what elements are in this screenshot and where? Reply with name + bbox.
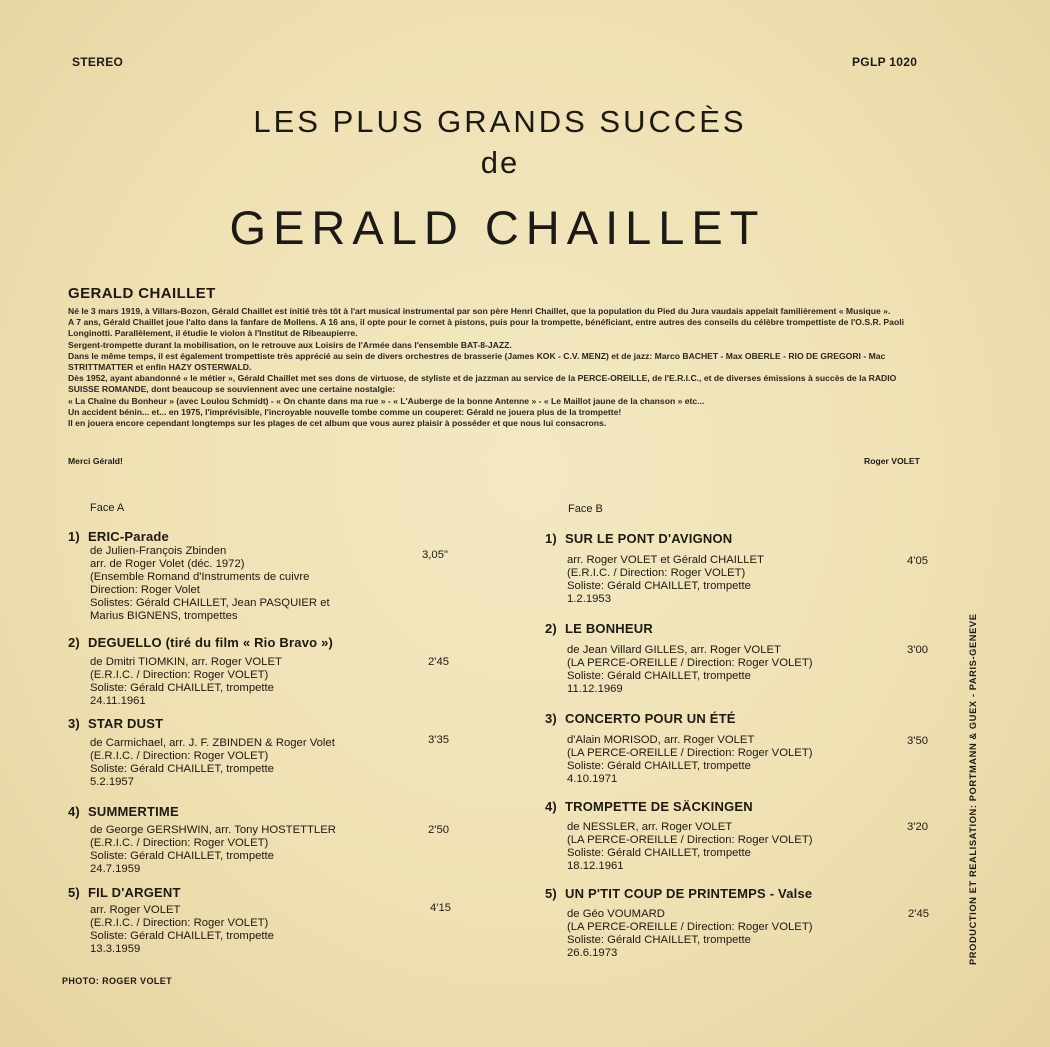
track-a2 [68, 635, 458, 708]
track-detail: 26.6.1973 [567, 946, 618, 959]
track-b2 [545, 621, 935, 696]
track-duration: 2'50 [428, 824, 450, 836]
track-b3 [545, 711, 935, 786]
track-number: 5) [68, 885, 80, 900]
track-number: 1) [68, 529, 80, 544]
track-b4 [545, 799, 935, 873]
track-number: 2) [545, 621, 557, 636]
track-title: LE BONHEUR [565, 621, 653, 636]
track-detail: Soliste: Gérald CHAILLET, trompette [567, 933, 751, 946]
track-title: SUR LE PONT D'AVIGNON [565, 531, 733, 546]
bio-paragraph: Sergent-trompette durant la mobilisation, on le retrouve aux Loisirs de l'Armée dans l'ensemble BAT-8-JAZZ. [68, 339, 512, 350]
track-detail: 5.2.1957 [90, 775, 134, 788]
track-duration: 2'45 [428, 656, 450, 668]
track-number: 4) [545, 799, 557, 814]
face-a-label: Face A [90, 502, 125, 514]
track-detail: de Dmitri TIOMKIN, arr. Roger VOLET [90, 656, 282, 668]
track-detail: de Géo VOUMARD [567, 908, 665, 920]
bio-thanks: Merci Gérald! [68, 456, 123, 466]
track-detail: (LA PERCE-OREILLE / Direction: Roger VOLET) [567, 920, 813, 933]
track-detail: 1.2.1953 [567, 592, 611, 605]
track-detail: (E.R.I.C. / Direction: Roger VOLET) [90, 749, 269, 762]
album-title: LES PLUS GRANDS SUCCÈS [253, 104, 747, 139]
track-detail: de George GERSHWIN, arr. Tony HOSTETTLER [90, 824, 336, 836]
track-detail: arr. Roger VOLET [90, 904, 181, 916]
track-number: 3) [68, 716, 80, 731]
track-detail: Soliste: Gérald CHAILLET, trompette [90, 849, 274, 862]
track-duration: 3,05" [422, 549, 448, 561]
track-detail: Soliste: Gérald CHAILLET, trompette [567, 579, 751, 592]
track-duration: 3'00 [907, 644, 929, 656]
bio-author: Roger VOLET [864, 456, 920, 466]
catalog-number: PGLP 1020 [852, 55, 918, 69]
track-number: 1) [545, 531, 557, 546]
track-detail: Soliste: Gérald CHAILLET, trompette [567, 846, 751, 859]
track-title: STAR DUST [88, 716, 164, 731]
track-detail: de Julien-François Zbinden [90, 545, 227, 557]
track-number: 5) [545, 886, 557, 901]
track-detail: Soliste: Gérald CHAILLET, trompette [90, 929, 274, 942]
track-duration: 3'20 [907, 821, 929, 833]
bio-heading: GERALD CHAILLET [68, 285, 216, 302]
track-title: TROMPETTE DE SÄCKINGEN [565, 799, 753, 814]
artist-name: GERALD CHAILLET [229, 201, 766, 254]
track-detail: (E.R.I.C. / Direction: Roger VOLET) [90, 668, 269, 681]
photo-credit: PHOTO: ROGER VOLET [62, 976, 173, 986]
track-a1 [68, 529, 458, 622]
track-detail: d'Alain MORISOD, arr. Roger VOLET [567, 734, 755, 746]
track-detail: Solistes: Gérald CHAILLET, Jean PASQUIER et [90, 596, 330, 609]
bio-paragraph: Un accident bénin... et... en 1975, l'imprévisible, l'incroyable nouvelle tombe comme un couperet: Gérald ne jouera plus de la trompette! [68, 406, 622, 417]
track-a5 [68, 885, 458, 956]
track-detail: 18.12.1961 [567, 859, 624, 872]
bio-paragraph: A 7 ans, Gérald Chaillet joue l'alto dans la fanfare de Mollens. A 16 ans, il opte pour le cornet à pistons, puis pour la trompette, bénéficiant, entre autres des conseils du célèbre trompettiste de l'O.S.R. Paoli Longinotti. Parallèlement, il étudie le violon à l'Institut de Ribeaupierre. [68, 317, 904, 339]
track-number: 3) [545, 711, 557, 726]
track-detail: (E.R.I.C. / Direction: Roger VOLET) [90, 916, 269, 929]
track-detail: Soliste: Gérald CHAILLET, trompette [567, 759, 751, 772]
track-detail: 13.3.1959 [90, 942, 141, 955]
bio-text [68, 306, 930, 429]
track-detail: de Carmichael, arr. J. F. ZBINDEN & Roger Volet [90, 737, 335, 749]
track-detail: 11.12.1969 [567, 682, 623, 695]
album-title-de: de [480, 145, 520, 180]
track-detail: (LA PERCE-OREILLE / Direction: Roger VOLET) [567, 656, 813, 669]
track-b1 [545, 531, 935, 606]
track-a4 [68, 804, 458, 876]
track-title: CONCERTO POUR UN ÉTÉ [565, 711, 736, 726]
track-detail: 24.11.1961 [90, 694, 146, 707]
track-number: 2) [68, 635, 80, 650]
production-credit: PRODUCTION ET REALISATION: PORTMANN & GUEX - PARIS-GENEVE [968, 613, 978, 965]
track-detail: 4.10.1971 [567, 772, 618, 785]
track-title: FIL D'ARGENT [88, 885, 181, 900]
track-detail: Marius BIGNENS, trompettes [90, 609, 238, 622]
track-detail: Soliste: Gérald CHAILLET, trompette [90, 681, 274, 694]
track-a3 [68, 716, 458, 789]
track-number: 4) [68, 804, 80, 819]
track-duration: 3'35 [428, 734, 450, 746]
track-detail: Direction: Roger Volet [90, 583, 200, 596]
stereo-label: STEREO [72, 55, 124, 69]
bio-paragraph: Dans le même temps, il est également trompettiste très apprécié au sein de divers orchestres de brasserie (James KOK - C.V. MENZ) et de jazz: Marco BACHET - Max OBERLE - RIO DE GREGORI - Mac STRITTMATTER et enfin HAZY OSTERWALD. [68, 350, 886, 373]
track-title: UN P'TIT COUP DE PRINTEMPS - Valse [565, 886, 813, 901]
track-detail: 24.7.1959 [90, 862, 141, 875]
track-detail: (E.R.I.C. / Direction: Roger VOLET) [567, 566, 746, 579]
bio-paragraph: Il en jouera encore cependant longtemps sur les plages de cet album que vous aurez plaisir à posséder et que nous lui consacrons. [68, 418, 607, 429]
track-detail: arr. de Roger Volet (déc. 1972) [90, 557, 245, 570]
bio-paragraph: Né le 3 mars 1919, à Villars-Bozon, Gérald Chaillet est initié très tôt à l'art musical instrumental par son père Henri Chaillet, que la population du Pied du Jura vaudais appelait familièrement « Musique ». [68, 306, 891, 316]
face-b-label: Face B [568, 503, 603, 515]
track-detail: (Ensemble Romand d'Instruments de cuivre [90, 570, 310, 583]
track-detail: de NESSLER, arr. Roger VOLET [567, 821, 733, 833]
track-detail: Soliste: Gérald CHAILLET, trompette [90, 762, 274, 775]
bio-paragraph: « La Chaîne du Bonheur » (avec Loulou Schmidt) - « On chante dans ma rue » - « L'Auberge de la bonne Antenne » - « Le Maillot jaune de la chanson » etc... [68, 395, 705, 406]
track-detail: (LA PERCE-OREILLE / Direction: Roger VOLET) [567, 833, 813, 846]
track-duration: 2'45 [908, 908, 930, 920]
track-duration: 4'15 [430, 902, 452, 914]
track-title: SUMMERTIME [88, 804, 179, 819]
track-b5 [545, 886, 935, 960]
track-detail: arr. Roger VOLET et Gérald CHAILLET [567, 554, 764, 566]
bio-paragraph: Dès 1952, ayant abandonné « le métier », Gérald Chaillet met ses dons de virtuose, de styliste et de jazzman au service de la PERCE-OREILLE, de l'E.R.I.C., et de diverses émissions à succès de la RADIO SUISSE ROMANDE, dont beaucoup se souviennent avec une certaine nostalgie: [68, 373, 897, 395]
track-title: ERIC-Parade [88, 529, 169, 544]
track-duration: 3'50 [907, 735, 929, 747]
track-title: DEGUELLO (tiré du film « Rio Bravo ») [88, 635, 334, 650]
track-duration: 4'05 [907, 555, 929, 567]
track-detail: (LA PERCE-OREILLE / Direction: Roger VOLET) [567, 746, 813, 759]
track-detail: (E.R.I.C. / Direction: Roger VOLET) [90, 836, 269, 849]
track-detail: Soliste: Gérald CHAILLET, trompette [567, 669, 751, 682]
track-detail: de Jean Villard GILLES, arr. Roger VOLET [567, 644, 781, 656]
